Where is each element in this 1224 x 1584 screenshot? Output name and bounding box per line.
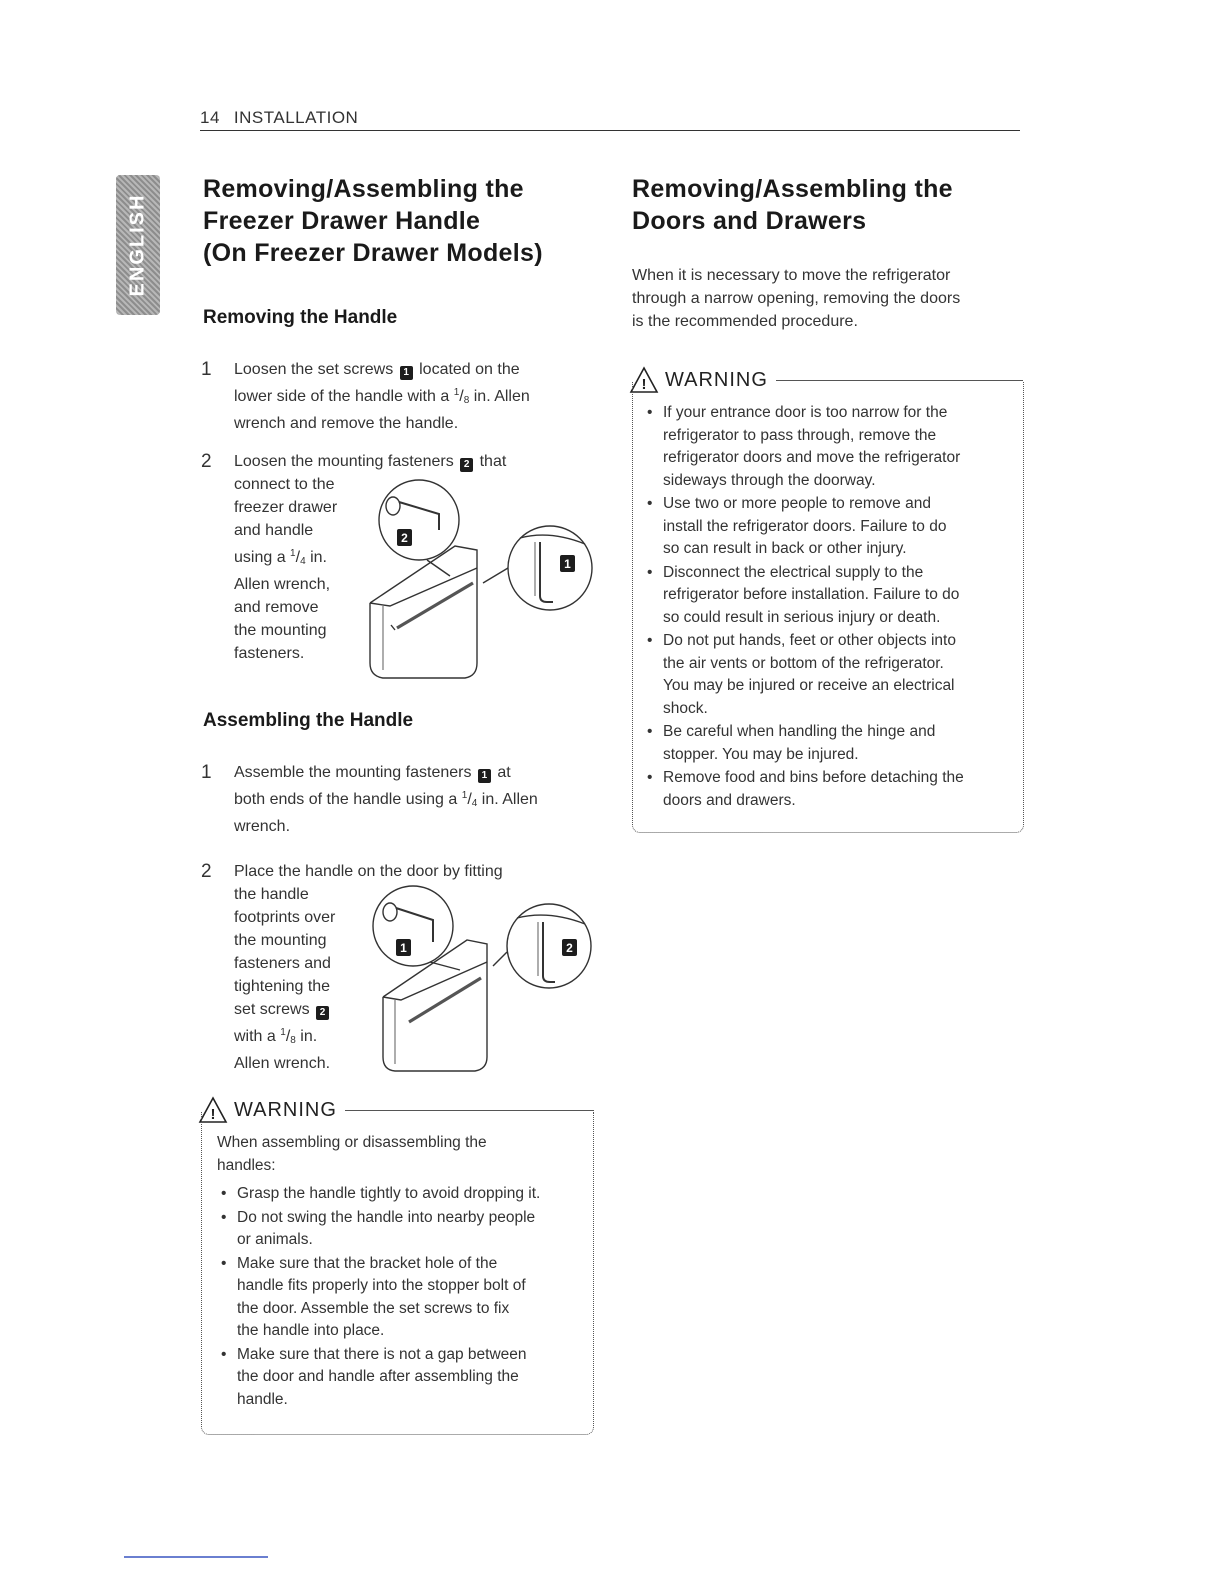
step-text-part: fasteners and <box>234 955 331 972</box>
warning-intro <box>217 1132 585 1177</box>
step-text-part: lower side of the handle with a <box>234 388 450 405</box>
step-text-part: both ends of the handle using a <box>234 791 458 808</box>
callout-marker-label: 1 <box>400 941 407 955</box>
fraction-numerator: 1 <box>461 790 468 801</box>
assembling-step-1 <box>201 761 601 836</box>
warning-item: • Grasp the handle tightly to avoid dropping it. <box>217 1183 585 1206</box>
left-warning-content <box>202 1112 593 1411</box>
step-text <box>234 358 604 435</box>
right-warning-box <box>632 382 1024 833</box>
fraction-denominator: 8 <box>463 395 470 406</box>
step-number: 1 <box>201 762 212 783</box>
step-text <box>234 761 604 838</box>
callout-marker-label: 2 <box>566 941 573 955</box>
warning-label: WARNING <box>665 368 768 391</box>
page-header-text <box>200 108 1020 128</box>
step-text-part: connect to the <box>234 476 335 493</box>
callout-marker-label: 1 <box>564 557 571 571</box>
page-header <box>200 108 1020 131</box>
intro-line: When it is necessary to move the refrigerator <box>632 267 951 284</box>
assembling-handle-illustration <box>355 882 595 1077</box>
step-text-part: Loosen the set screws <box>234 361 394 378</box>
step-text-part: in. <box>310 549 327 566</box>
right-intro <box>632 264 1027 333</box>
footer-rule <box>124 1556 268 1558</box>
warning-list <box>633 382 1023 812</box>
step-text-part: Assemble the mounting fasteners <box>234 764 472 781</box>
warning-item: • Disconnect the electrical supply to the refrigerator before installation. Failure to do so could result in serious injury or death. <box>643 562 1015 630</box>
fraction-numerator: 1 <box>453 387 460 398</box>
step-text-part: in. Allen <box>481 791 538 808</box>
step-text-part: and remove <box>234 599 319 616</box>
step-text-part: wrench and remove the handle. <box>234 415 459 432</box>
callout-marker: 1 <box>400 366 413 380</box>
warning-item: • Make sure that there is not a gap between the door and handle after assembling the handle. <box>217 1344 585 1412</box>
step-text-part: the handle <box>234 886 309 903</box>
left-title-line-3: (On Freezer Drawer Models) <box>203 239 543 267</box>
step-text-part: the mounting <box>234 932 327 949</box>
step-text-part: and handle <box>234 522 314 539</box>
step-text-part: Place the handle on the door by fitting <box>234 863 503 880</box>
removing-heading: Removing the Handle <box>203 307 398 328</box>
warning-item: • Do not put hands, feet or other objects into the air vents or bottom of the refrigerator. You may be injured or receive an electrical shock. <box>643 630 1015 720</box>
fraction: $^1/_8$ <box>453 387 470 406</box>
step-text-part: the mounting <box>234 622 327 639</box>
warning-rule <box>776 380 1023 381</box>
step-text-part: Allen wrench, <box>234 576 331 593</box>
step-text-part: footprints over <box>234 909 336 926</box>
warning-item: • Use two or more people to remove and install the refrigerator doors. Failure to do so can result in back or other injury. <box>643 493 1015 561</box>
step-text-part: Allen wrench. <box>234 1055 331 1072</box>
removing-handle-illustration <box>355 478 595 683</box>
step-text-part: set screws <box>234 1001 310 1018</box>
fraction-denominator: 8 <box>290 1035 296 1046</box>
right-title <box>632 173 1032 237</box>
step-text-part: located on the <box>419 361 520 378</box>
page-number: 14 <box>200 108 220 127</box>
removing-step-1 <box>201 358 601 433</box>
step-number: 2 <box>201 861 212 882</box>
step-text-part: in. Allen <box>473 388 530 405</box>
step-text-part: wrench. <box>234 818 291 835</box>
intro-line: through a narrow opening, removing the doors <box>632 290 961 307</box>
fraction: $^1/_4$ <box>290 548 306 567</box>
fraction-numerator: 1 <box>290 548 296 559</box>
step-text-part: at <box>497 764 511 781</box>
fraction-denominator: 4 <box>300 556 306 567</box>
callout-marker: 2 <box>316 1006 329 1020</box>
intro-line: is the recommended procedure. <box>632 313 858 330</box>
step-number: 2 <box>201 451 212 472</box>
warning-list <box>217 1183 585 1411</box>
warning-item: • If your entrance door is too narrow for the refrigerator to pass through, remove the refrigerator doors and move the refrigerator sideways through the doorway. <box>643 402 1015 492</box>
fraction-numerator: 1 <box>280 1027 286 1038</box>
warning-item: • Make sure that the bracket hole of the handle fits properly into the stopper bolt of the door. Assemble the set screws to fix the handle into place. <box>217 1253 585 1343</box>
step-text-part: fasteners. <box>234 645 305 662</box>
left-warning-box <box>201 1112 594 1435</box>
step-text-part: tightening the <box>234 978 331 995</box>
left-title-line-2: Freezer Drawer Handle <box>203 207 481 235</box>
assembling-heading: Assembling the Handle <box>203 710 414 731</box>
language-tab-label: ENGLISH <box>126 193 149 297</box>
left-title <box>203 173 603 269</box>
callout-marker: 1 <box>478 769 491 783</box>
warning-item: • Do not swing the handle into nearby people or animals. <box>217 1207 585 1252</box>
svg-text:!: ! <box>210 1106 216 1123</box>
warning-intro-line: When assembling or disassembling the <box>217 1134 487 1151</box>
language-tab <box>116 175 160 315</box>
step-text-part: with a <box>234 1028 276 1045</box>
step-text-part: freezer drawer <box>234 499 338 516</box>
warning-item: • Be careful when handling the hinge and stopper. You may be injured. <box>643 721 1015 766</box>
step-number: 1 <box>201 359 212 380</box>
step-text-part: Loosen the mounting fasteners <box>234 453 454 470</box>
warning-item: • Remove food and bins before detaching the doors and drawers. <box>643 767 1015 812</box>
warning-intro-line: handles: <box>217 1156 276 1174</box>
left-title-line-1: Removing/Assembling the <box>203 175 524 203</box>
step-text-part: in. <box>300 1028 318 1045</box>
warning-rule <box>345 1110 594 1111</box>
step-text-part: using a <box>234 549 286 566</box>
right-title-line-2: Doors and Drawers <box>632 207 867 235</box>
fraction: $^1/_4$ <box>461 790 478 809</box>
callout-marker-label: 2 <box>401 531 408 545</box>
svg-text:!: ! <box>641 376 647 393</box>
fraction: $^1/_8$ <box>280 1027 296 1046</box>
section-name: INSTALLATION <box>233 108 359 127</box>
fraction-denominator: 4 <box>471 798 478 809</box>
step-text-part: that <box>479 453 507 470</box>
warning-label: WARNING <box>234 1098 337 1121</box>
right-title-line-1: Removing/Assembling the <box>632 175 953 203</box>
callout-marker: 2 <box>460 458 473 472</box>
